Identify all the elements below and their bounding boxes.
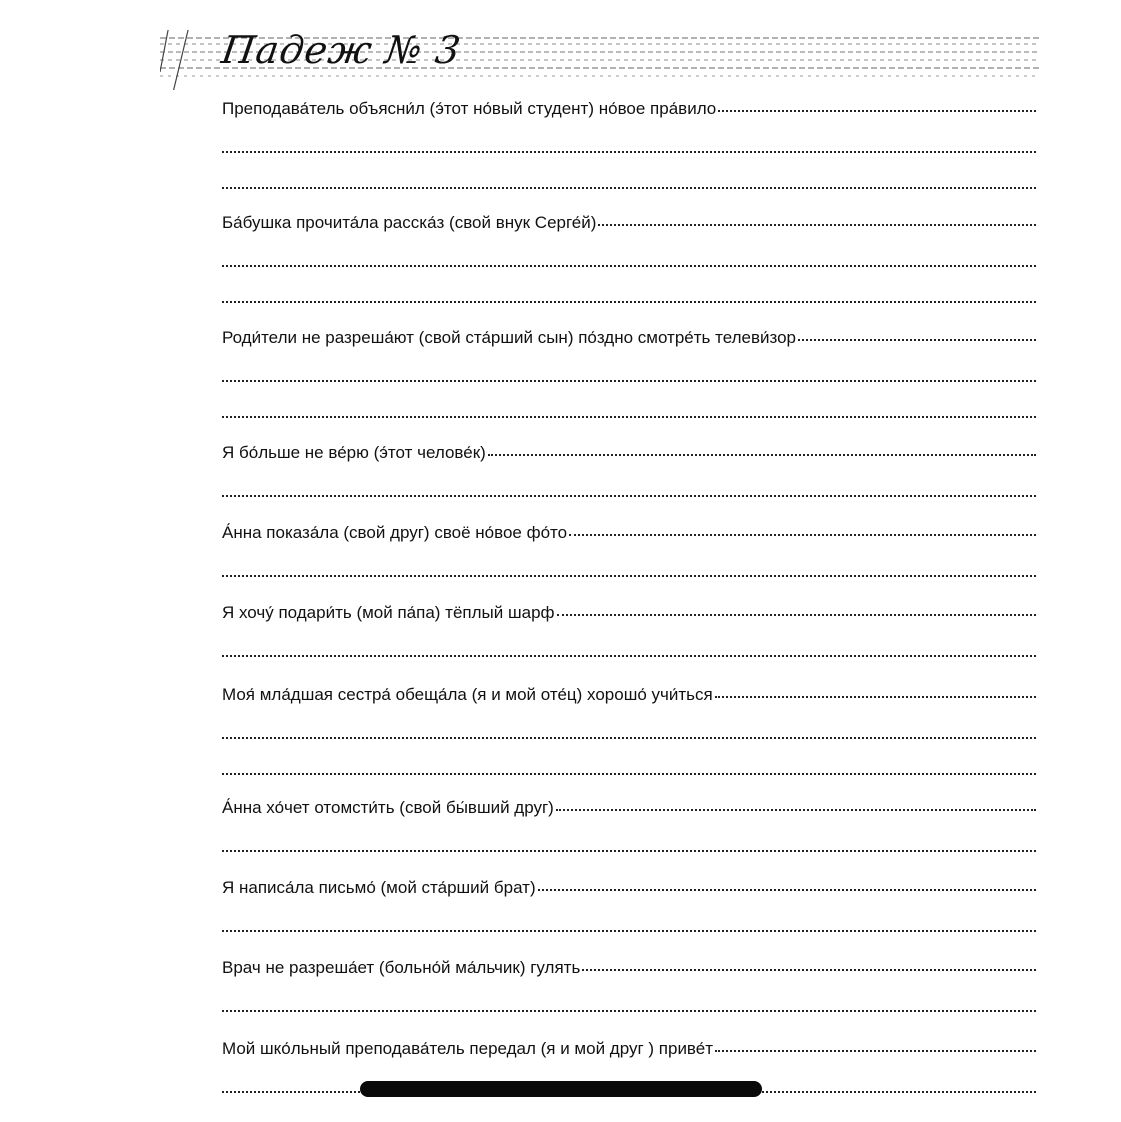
exercise-sentence: Я написа́ла письмо́ (мой ста́рший брат) (222, 878, 536, 897)
exercise-item (222, 876, 1036, 932)
exercise-sentence: Моя́ мла́дшая сестра́ обеща́ла (я и мой оте́ц) хорошо́ учи́ться (222, 685, 713, 704)
exercise-sentence-row (222, 796, 1036, 820)
exercise-item (222, 956, 1036, 1012)
exercise-sentence: Врач не разреша́ет (больно́й ма́льчик) гулять (222, 958, 581, 977)
exercise-sentence-row (222, 97, 1036, 121)
answer-dotted-fill[interactable] (569, 534, 1036, 536)
exercise-sentence: Преподава́тель объясни́л (э́тот но́вый студент) но́вое пра́вило (222, 99, 717, 118)
answer-dotted-fill[interactable] (798, 339, 1036, 341)
exercise-sentence-row (222, 956, 1036, 980)
exercise-sentence-row (222, 441, 1036, 465)
answer-dotted-line[interactable] (222, 151, 1036, 153)
answer-dotted-fill[interactable] (582, 969, 1036, 971)
answer-dotted-line[interactable] (222, 737, 1036, 739)
answer-dotted-fill[interactable] (538, 889, 1036, 891)
exercise-sentence-row (222, 521, 1036, 545)
exercise-sentence: Ба́бушка прочита́ла расска́з (свой внук Серге́й) (222, 213, 597, 232)
answer-dotted-fill[interactable] (715, 696, 1036, 698)
exercise-sentence: А́нна хо́чет отомсти́ть (свой бы́вший друг) (222, 798, 554, 817)
exercise-sentence: Мой шко́льный преподава́тель передал (я и мой друг ) приве́т (222, 1039, 714, 1058)
answer-dotted-line[interactable] (222, 187, 1036, 189)
exercise-item (222, 521, 1036, 577)
exercise-sentence-row (222, 876, 1036, 900)
exercise-item (222, 683, 1036, 775)
answer-dotted-line[interactable] (222, 265, 1036, 267)
answer-dotted-line[interactable] (222, 301, 1036, 303)
exercise-item (222, 601, 1036, 657)
page-title: Падеж № 3 (218, 28, 464, 72)
answer-dotted-line[interactable] (222, 773, 1036, 775)
exercise-item (222, 441, 1036, 497)
answer-dotted-fill[interactable] (718, 110, 1036, 112)
answer-dotted-fill[interactable] (488, 454, 1036, 456)
exercise-sentence-row (222, 1037, 1036, 1061)
exercise-sentence-row (222, 326, 1036, 350)
answer-dotted-line[interactable] (222, 575, 1036, 577)
answer-dotted-line[interactable] (222, 380, 1036, 382)
exercise-sentence-row (222, 601, 1036, 625)
exercise-sentence: Роди́тели не разреша́ют (свой ста́рший сын) по́здно смотре́ть телеви́зор (222, 328, 796, 347)
answer-dotted-fill[interactable] (715, 1050, 1036, 1052)
exercise-sentence-row (222, 211, 1036, 235)
answer-dotted-fill[interactable] (598, 224, 1036, 226)
exercise-item (222, 97, 1036, 189)
answer-dotted-line[interactable] (222, 930, 1036, 932)
exercise-sentence: Я бо́льше не ве́рю (э́тот челове́к) (222, 443, 486, 462)
answer-dotted-line[interactable] (222, 850, 1036, 852)
exercise-sentence-row (222, 683, 1036, 707)
exercise-item (222, 326, 1036, 418)
answer-dotted-line[interactable] (222, 1010, 1036, 1012)
answer-dotted-line[interactable] (222, 495, 1036, 497)
exercise-sentence: А́нна показа́ла (свой друг) своё но́вое фо́то (222, 523, 568, 542)
answer-dotted-fill[interactable] (556, 809, 1036, 811)
answer-dotted-line[interactable] (222, 655, 1036, 657)
exercise-item (222, 796, 1036, 852)
home-indicator[interactable] (360, 1081, 762, 1097)
exercise-sentence: Я хочу́ подари́ть (мой па́па) тёплый шарф (222, 603, 555, 622)
exercise-item (222, 211, 1036, 303)
answer-dotted-line[interactable] (222, 416, 1036, 418)
answer-dotted-fill[interactable] (557, 614, 1036, 616)
